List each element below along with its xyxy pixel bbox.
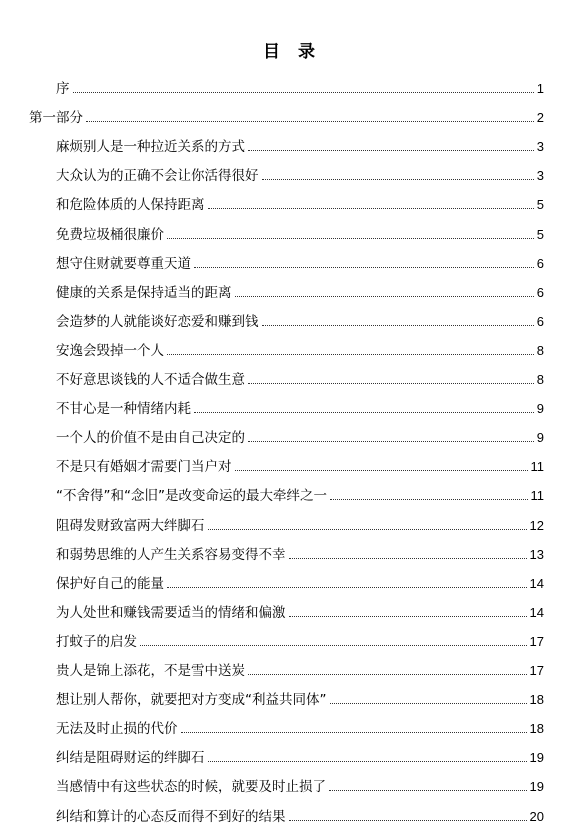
toc-entry[interactable] [56,540,544,564]
toc-entry[interactable] [56,161,544,185]
toc-entry-page-number: 8 [536,342,544,358]
dot-leader [330,499,528,500]
dot-leader [289,558,527,559]
toc-entry-page-number: 14 [529,575,544,591]
toc-entry[interactable] [56,423,544,447]
toc-entry-label: 安逸会毁掉一个人 [56,342,164,359]
toc-entry-page-number: 9 [536,401,544,417]
toc-entry-label: 免费垃圾桶很廉价 [56,226,164,243]
dot-leader [73,92,534,93]
toc-entry-label: 第一部分 [29,110,83,127]
toc-entry-page-number: 3 [536,168,544,184]
toc-entry[interactable] [56,220,544,244]
toc-entry[interactable] [56,278,544,302]
toc-entry-page-number: 6 [536,313,544,329]
toc-entry-page-number: 3 [536,139,544,155]
toc-entry-label: 序 [56,81,70,97]
dot-leader [262,325,534,326]
dot-leader [86,121,534,122]
dot-leader [248,674,527,675]
toc-entry[interactable] [56,394,544,418]
toc-entry[interactable] [56,802,544,826]
dot-leader [289,616,527,617]
toc-entry-label: 贵人是锦上添花，不是雪中送炭 [56,663,245,679]
toc-entry-label: 为人处世和赚钱需要适当的情绪和偏激 [56,604,286,621]
dot-leader [248,383,534,384]
dot-leader [262,179,534,180]
toc-entry[interactable] [56,481,544,505]
toc-entry-page-number: 1 [536,81,544,96]
dot-leader [330,703,527,704]
toc-entry-label: 一个人的价值不是由自己决定的 [56,430,245,447]
toc-entry-page-number: 5 [536,226,544,242]
toc-entry-label: 不是只有婚姻才需要门当户对 [56,459,232,476]
toc-entry-page-number: 9 [536,430,544,446]
toc-entry[interactable] [56,627,544,651]
toc-entry-page-number: 11 [530,459,544,475]
dot-leader [235,296,534,297]
toc-entry-page-number: 19 [529,750,544,766]
toc-entry[interactable] [56,743,544,767]
toc-entry[interactable] [56,656,544,680]
toc-entry-label: 大众认为的正确不会让你活得很好 [56,168,259,185]
dot-leader [208,761,527,762]
toc-entry-label: 纠结是阻碍财运的绊脚石 [56,750,205,767]
toc-entry[interactable] [56,74,544,98]
toc-entry-page-number: 6 [536,284,544,300]
toc-entry-label: 想让别人帮你，就要把对方变成“利益共同体” [56,692,327,709]
toc-entry[interactable] [56,190,544,214]
toc-entry[interactable] [56,365,544,389]
toc-entry[interactable] [56,452,544,476]
toc-entry-label: 健康的关系是保持适当的距离 [56,284,232,301]
toc-entry-page-number: 19 [529,779,544,795]
toc-entry[interactable] [56,336,544,360]
toc-entry-label: 和弱势思维的人产生关系容易变得不幸 [56,546,286,563]
toc-entry-page-number: 14 [529,604,544,620]
dot-leader [167,587,527,588]
toc-entry[interactable] [56,511,544,535]
toc-entry-page-number: 12 [529,517,544,533]
toc-entry-page-number: 17 [529,633,544,649]
toc-entry-label: 不甘心是一种情绪内耗 [56,401,191,418]
toc-entry[interactable] [56,685,544,709]
toc-entry-label: 和危险体质的人保持距离 [56,197,205,214]
toc-entry-label: 当感情中有这些状态的时候，就要及时止损了 [56,779,326,796]
toc-entry-page-number: 18 [529,721,544,737]
dot-leader [208,529,527,530]
toc-entry-label: “不舍得”和“念旧”是改变命运的最大牵绊之一 [56,488,327,505]
dot-leader [235,470,528,471]
dot-leader [208,208,534,209]
dot-leader [167,354,534,355]
toc-entry-label: 麻烦别人是一种拉近关系的方式 [56,139,245,156]
toc-entry[interactable] [56,307,544,331]
dot-leader [181,732,527,733]
toc-entry-label: 无法及时止损的代价 [56,721,178,738]
dot-leader [194,412,534,413]
toc-entry-page-number: 20 [529,808,544,824]
toc-entry[interactable] [56,569,544,593]
dot-leader [248,441,534,442]
toc-entry[interactable] [56,772,544,796]
toc-entry-label: 阻碍发财致富两大绊脚石 [56,517,205,534]
toc-entry-label: 打蚊子的启发 [56,633,137,650]
toc-entry-label: 纠结和算计的心态反而得不到好的结果 [56,808,286,825]
toc-entry-label: 会造梦的人就能谈好恋爱和赚到钱 [56,313,259,330]
toc-entry-page-number: 6 [536,255,544,271]
toc-entry-label: 保护好自己的能量 [56,575,164,592]
toc-title: 目 录 [263,42,321,62]
toc-entry-page-number: 13 [529,546,544,562]
toc-entry-page-number: 2 [536,110,544,126]
dot-leader [167,238,534,239]
toc-entry[interactable] [56,714,544,738]
toc-entry[interactable] [56,249,544,273]
toc-entry-page-number: 5 [536,197,544,213]
toc-entry-page-number: 17 [529,663,544,678]
toc-entry[interactable] [56,598,544,622]
toc-entry[interactable] [29,103,544,127]
toc-entry-page-number: 8 [536,372,544,387]
dot-leader [140,645,527,646]
dot-leader [289,820,527,821]
dot-leader [329,790,527,791]
toc-entry[interactable] [56,132,544,156]
toc-entry-label: 想守住财就要尊重天道 [56,255,191,272]
dot-leader [248,150,534,151]
toc-entry-page-number: 18 [529,692,544,708]
dot-leader [194,267,534,268]
toc-entry-page-number: 11 [530,488,544,504]
toc-entry-label: 不好意思谈钱的人不适合做生意 [56,372,245,388]
